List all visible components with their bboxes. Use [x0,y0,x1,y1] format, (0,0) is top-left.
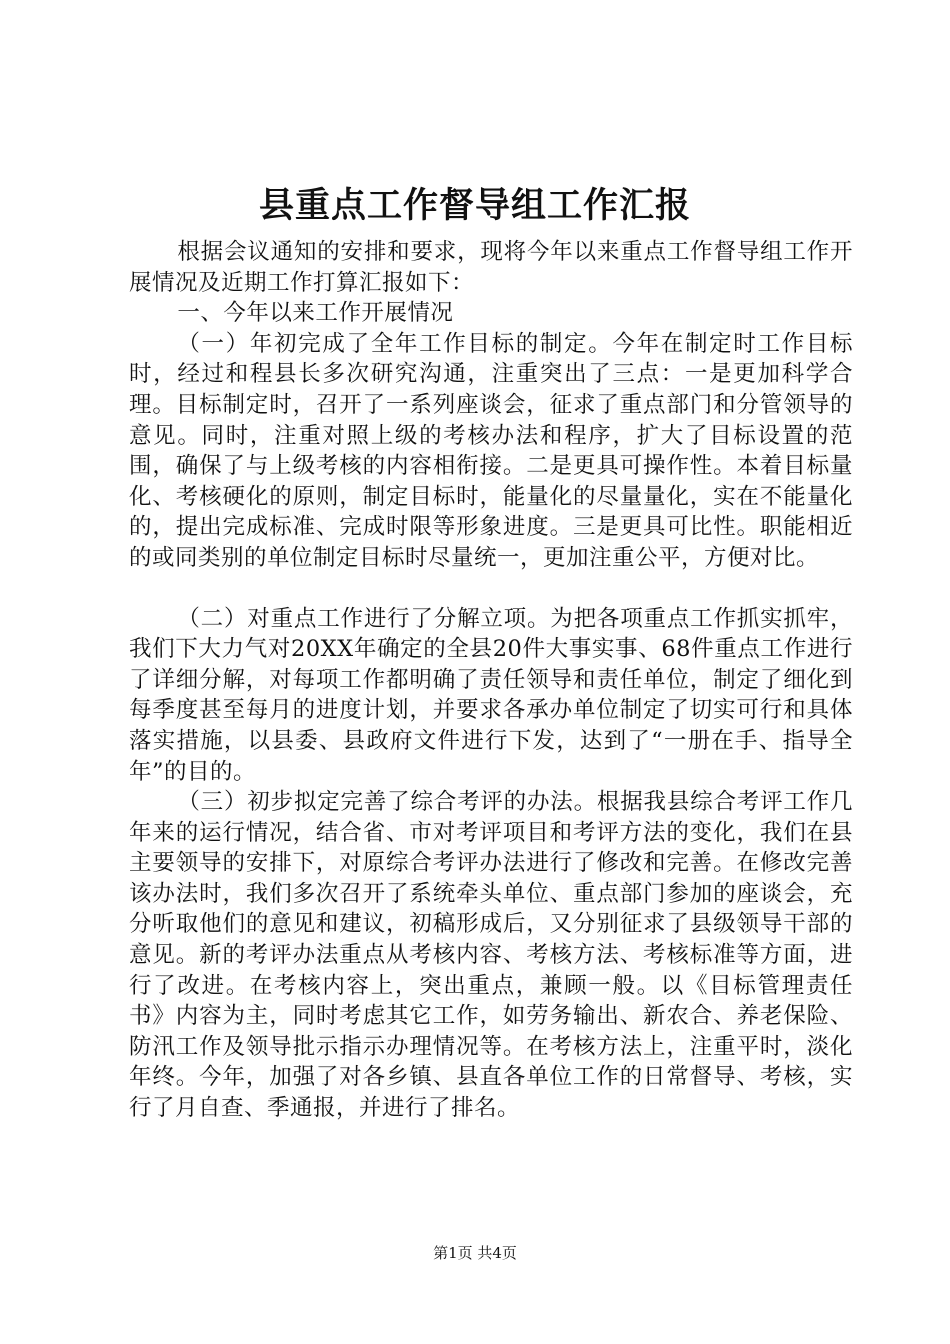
section-heading: 一、今年以来工作开展情况 [177,300,454,327]
page-number-footer: 第1页 共4页 [433,1244,517,1262]
document-title: 县重点工作督导组工作汇报 [258,185,691,226]
paragraph-item-2: （二）对重点工作进行了分解立项。为把各项重点工作抓实抓牢，我们下大力气对20XX年确定的全县20件大事实事、68件重点工作进行了详细分解，对每项工作都明确了责任领导和责任单位，制定了细化到每季度甚至每月的进度计划，并要求各承办单位制定了切实可行和具体落实措施，以县委、县政府文件进行下发，达到了“一册在手、指导全年”的目的。 [129,605,853,785]
intro-paragraph: 根据会议通知的安排和要求，现将今年以来重点工作督导组工作开展情况及近期工作打算汇报如下： [129,239,853,296]
document-body [129,237,853,1124]
paragraph-item-1: （一）年初完成了全年工作目标的制定。今年在制定时工作目标时，经过和程县长多次研究沟通，注重突出了三点：一是更加科学合理。目标制定时，召开了一系列座谈会，征求了重点部门和分管领导的意见。同时，注重对照上级的考核办法和程序，扩大了目标设置的范围，确保了与上级考核的内容相衔接。二是更具可操作性。本着目标量化、考核硬化的原则，制定目标时，能量化的尽量量化，实在不能量化的，提出完成标准、完成时限等形象进度。三是更具可比性。职能相近的或同类别的单位制定目标时尽量统一，更加注重公平，方便对比。 [129,330,853,571]
paragraph-item-3: （三）初步拟定完善了综合考评的办法。根据我县综合考评工作几年来的运行情况，结合省、市对考评项目和考评方法的变化，我们在县主要领导的安排下，对原综合考评办法进行了修改和完善。在修改完善该办法时，我们多次召开了系统牵头单位、重点部门参加的座谈会，充分听取他们的意见和建议，初稿形成后，又分别征求了县级领导干部的意见。新的考评办法重点从考核内容、考核方法、考核标准等方面，进行了改进。在考核内容上，突出重点，兼顾一般。以《目标管理责任书》内容为主，同时考虑其它工作，如劳务输出、新农合、养老保险、防汛工作及领导批示指示办理情况等。在考核方法上，注重平时，淡化年终。今年，加强了对各乡镇、县直各单位工作的日常督导、考核，实行了月自查、季通报，并进行了排名。 [129,789,853,1122]
